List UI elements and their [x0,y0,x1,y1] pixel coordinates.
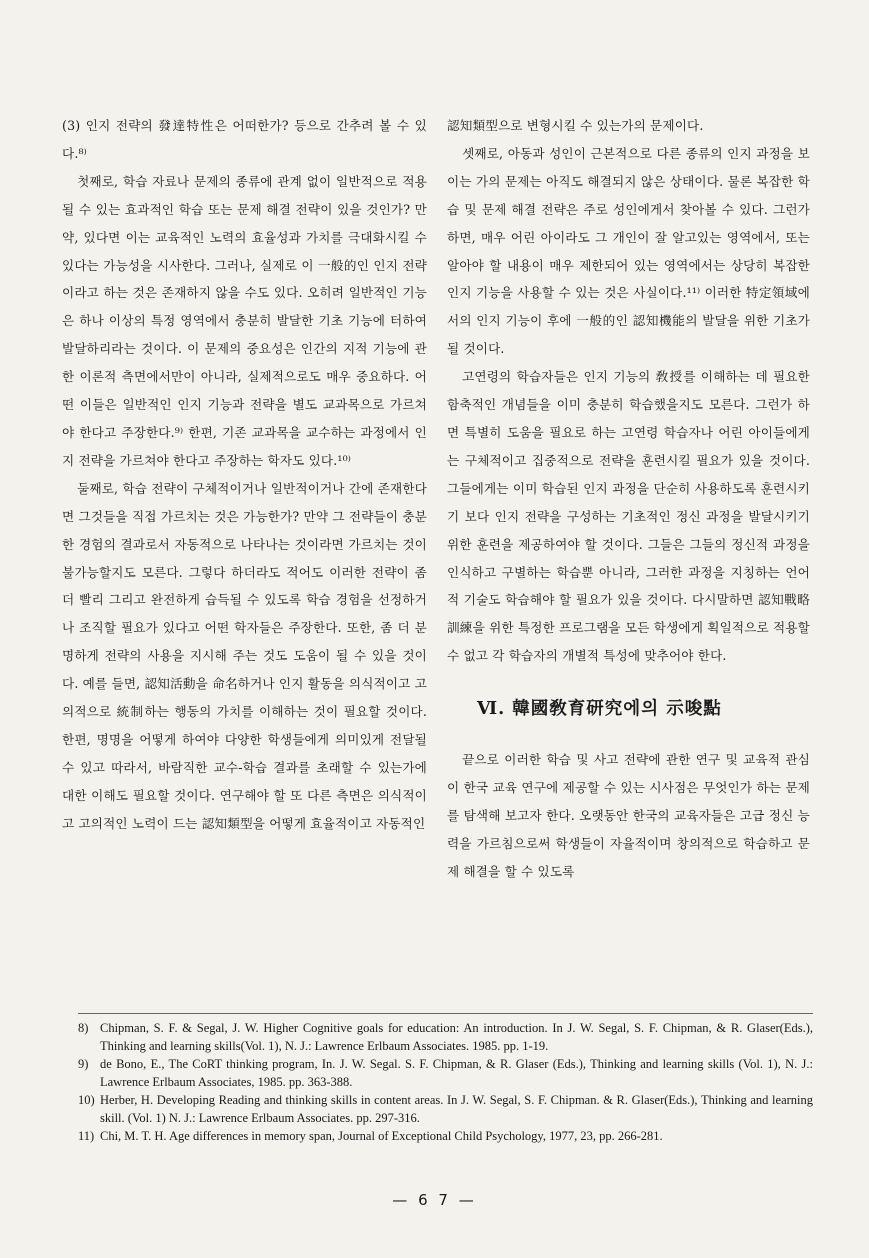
paragraph: 첫째로, 학습 자료나 문제의 종류에 관계 없이 일반적으로 적용될 수 있는 효과적인 학습 또는 문제 해결 전략이 있을 것인가? 만약, 있다면 이는 교육적인 노력의 효율성과 가치를 극대화시킬 수 있다는 가능성을 시사한다. 그러나, 실제로 이 一般的인 인지 전략이라고 하는 것은 존재하지 않을 수도 있다. 오히려 일반적인 기능은 하나 이상의 특정 영역에서 충분히 발달한 기초 기능에 터하여 발달하리라는 것이다. 이 문제의 중요성은 인간의 지적 기능에 관한 이론적 측면에서만이 아니라, 실제적으로도 매우 중요하다. 어떤 이들은 일반적인 인지 기능과 전략을 별도 교과목으로 가르쳐야 한다고 주장한다.⁹⁾ 한편, 기존 교과목을 교수하는 과정에서 인지 전략을 가르쳐야 한다고 주장하는 학자도 있다.¹⁰⁾ [62,173,427,468]
paragraph: 둘째로, 학습 전략이 구체적이거나 일반적이거나 간에 존재한다면 그것들을 직접 가르치는 것은 가능한가? 만약 그 전략들이 충분한 경험의 결과로서 자동적으로 나타나는 것이라면 가르치는 것이 불가능할지도 모른다. 그렇다 하더라도 적어도 이러한 전략이 좀 더 빨리 그리고 완전하게 습득될 수 있도록 학습 경험을 선정하거나 조직할 필요가 있다고 어떤 학자들은 주장한다. 또한, 좀 더 분명하게 전략의 사용을 지시해 주는 것도 도움이 될 수 있을 것이다. 예를 들면, 認知活動을 命名하거나 인지 활동을 의식적이고 고의적으로 統制하는 행동의 가치를 이해하는 것이 필요할 것이다. 한편, 명명을 어떻게 하여야 다양한 학생들에게 의미있게 전달될 수 있고 따라서, 바람직한 교수-학습 결과를 초래할 수 있는가에 대한 이해도 필요할 것이다. 연구해야 할 또 다른 측면은 의식적이고 고의적인 노력이 드는 認知類型을 어떻게 효율적이고 자동적인 [62,480,427,831]
footnote [78,1055,813,1091]
right-column [447,112,810,886]
footnotes [78,1013,813,1145]
paragraph: 셋째로, 아동과 성인이 근본적으로 다른 종류의 인지 과정을 보이는 가의 문제는 아직도 해결되지 않은 상태이다. 물론 복잡한 학습 및 문제 해결 전략은 주로 성인에게서 찾아볼 수 있다. 그런가하면, 매우 어린 아이라도 그 개인이 잘 알고있는 영역에서, 또는 알아야 할 내용이 매우 제한되어 있는 영역에서는 상당히 복잡한 인지 기능을 사용할 수 있는 것은 사실이다.¹¹⁾ 이러한 特定領域에서의 인지 기능이 후에 一般的인 認知機能의 발달을 위한 기초가 될 것이다. [447,145,810,357]
left-column [62,112,427,838]
section-heading: Ⅵ. 韓國敎育研究에의 示唆點 [477,699,722,720]
paragraph: (3) 인지 전략의 發達特性은 어떠한가? 등으로 간추려 볼 수 있다.⁸⁾ [62,118,427,161]
footnote [78,1127,813,1145]
footnote-text: de Bono, E., The CoRT thinking program, In. J. W. Segal. S. F. Chipman, & R. Glaser (Eds.), Thinking and learning skills (Vol. 1), N. J.: Lawrence Erlbaum Associates, 1985. pp. 363-388. [100,1057,813,1089]
footnote-number: 8) [78,1021,89,1035]
paragraph: 끝으로 이러한 학습 및 사고 전략에 관한 연구 및 교육적 관심이 한국 교육 연구에 제공할 수 있는 시사점은 무엇인가 하는 문제를 탐색해 보고자 한다. 오랫동안 한국의 교육자들은 고급 정신 능력을 가르침으로써 학생들이 자율적이며 창의적으로 학습하고 문제 해결을 할 수 있도록 [447,752,810,879]
footnote-text: Chipman, S. F. & Segal, J. W. Higher Cognitive goals for education: An introduction. In J. W. Segal, S. F. Chipman, & R. Glaser(Eds.), Thinking and learning skills(Vol. 1), N. J.: Lawrence Erlbaum Associates. 1985. pp. 1-19. [100,1021,813,1053]
footnote [78,1019,813,1055]
paragraph: 고연령의 학습자들은 인지 기능의 敎授를 이해하는 데 필요한 함축적인 개념들을 이미 충분히 학습했을지도 모른다. 그런가 하면 특별히 도움을 필요로 하는 고연령 학습자나 어린 아이들에게는 구체적이고 집중적으로 전략을 훈련시킬 필요가 있을 것이다. 그들에게는 이미 학습된 인지 과정을 단순히 사용하도록 훈련시키기 보다 인지 전략을 구성하는 기초적인 정신 과정을 발달시키기 위한 훈련을 제공하여야 할 것이다. 그들은 그들의 정신적 과정을 인식하고 구별하는 학습뿐 아니라, 그러한 과정을 지칭하는 언어적 기술도 학습해야 할 필요가 있을 것이다. 다시말하면 認知戰略訓練을 위한 특정한 프로그램을 모든 학생에게 획일적으로 적용할 수 없고 각 학습자의 개별적 특성에 맞추어야 한다. [447,369,810,664]
footnote-number: 11) [78,1129,95,1143]
paragraph: 認知類型으로 변형시킬 수 있는가의 문제이다. [447,118,704,133]
footnote-text: Herber, H. Developing Reading and thinking skills in content areas. In J. W. Segal, S. F. Chipman. & R. Glaser(Eds.), Thinking and learning skill. (Vol. 1) N. J.: Lawrence Erlbaum Associates. pp. 297-316. [100,1093,813,1125]
page-number: — 6 7 — [392,1191,477,1209]
footnote-text: Chi, M. T. H. Age differences in memory span, Journal of Exceptional Child Psychology, 1977, 23, pp. 266-281. [100,1129,663,1143]
footnote [78,1091,813,1127]
footnote-number: 10) [78,1093,95,1107]
footnote-number: 9) [78,1057,89,1071]
